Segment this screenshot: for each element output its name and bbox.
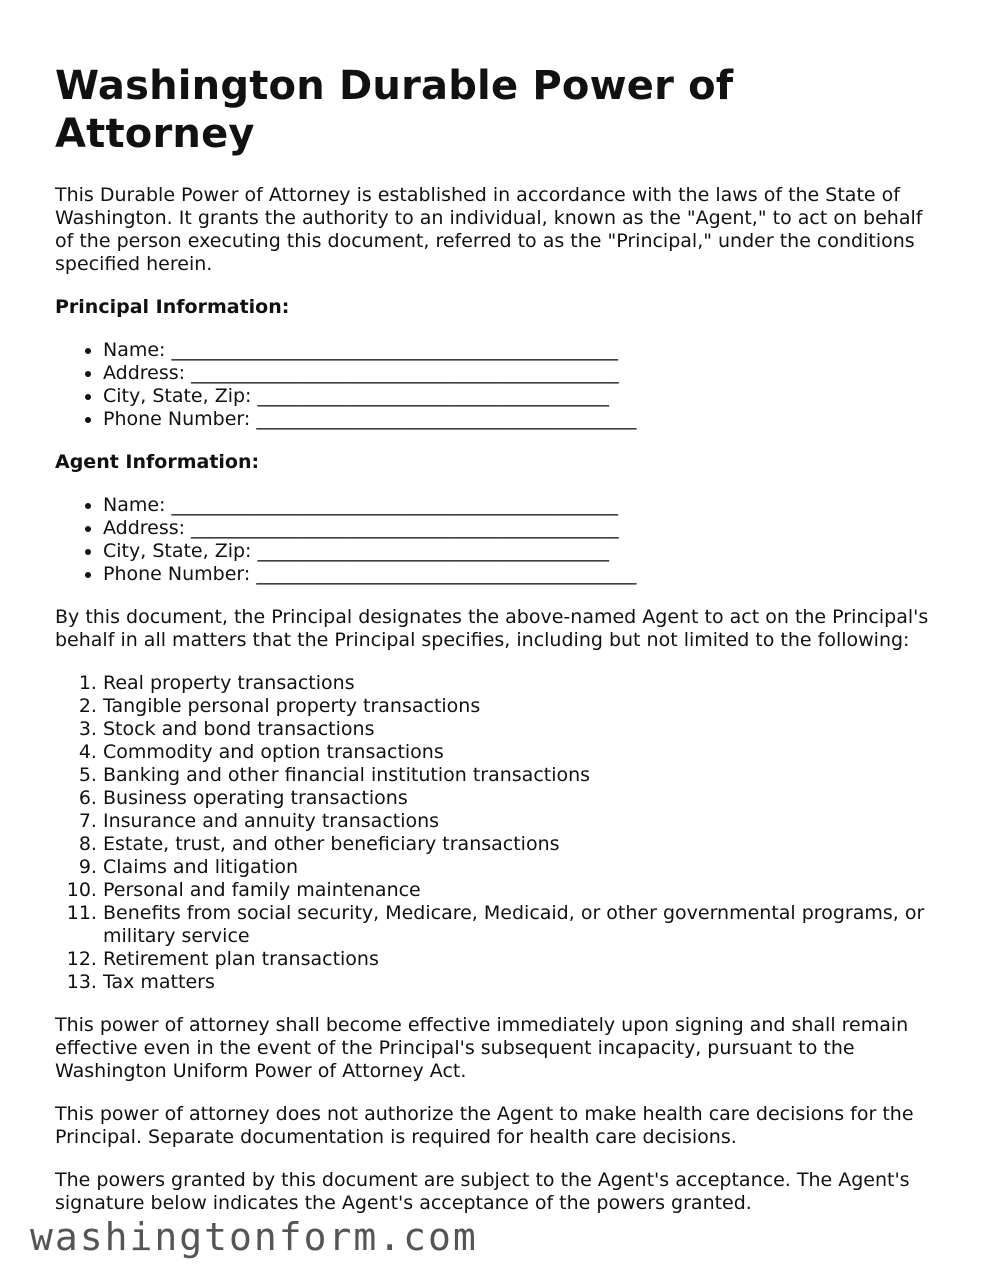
principal-name-field: • Name: _______________________________________________ — [103, 339, 945, 362]
agent-name-field: • Name: _______________________________________________ — [103, 494, 945, 517]
principal-phone-field: • Phone Number: ________________________________________ — [103, 408, 945, 431]
acceptance-clause: The powers granted by this document are subject to the Agent's acceptance. The Agent's signature below indicates the Agent's acceptance of the powers granted. — [55, 1169, 910, 1214]
power-item: 11. Benefits from social security, Medicare, Medicaid, or other governmental programs, or military service — [103, 902, 945, 948]
powers-list — [55, 672, 945, 994]
power-item: 10. Personal and family maintenance — [103, 879, 945, 902]
designation-paragraph: By this document, the Principal designates the above-named Agent to act on the Principal's behalf in all matters that the Principal specifies, including but not limited to the following: — [55, 606, 929, 651]
intro-paragraph: This Durable Power of Attorney is established in accordance with the laws of the State of Washington. It grants the authority to an individual, known as the "Agent," to act on behalf of the person executing this document, referred to as the "Principal," under the conditions specified herein. — [55, 184, 923, 275]
agent-address-field: • Address: _____________________________________________ — [103, 517, 945, 540]
principal-city-field: • City, State, Zip: _____________________________________ — [103, 385, 945, 408]
power-item: 6. Business operating transactions — [103, 787, 945, 810]
power-item: 13. Tax matters — [103, 971, 945, 994]
effective-clause: This power of attorney shall become effective immediately upon signing and shall remain effective even in the event of the Principal's subsequent incapacity, pursuant to the Washington Uniform Power of Attorney Act. — [55, 1014, 909, 1082]
power-item: 4. Commodity and option transactions — [103, 741, 945, 764]
document-title: Washington Durable Power of Attorney — [55, 63, 734, 157]
power-item: 5. Banking and other financial institution transactions — [103, 764, 945, 787]
agent-fields — [55, 494, 945, 586]
agent-phone-field: • Phone Number: ________________________________________ — [103, 563, 945, 586]
principal-fields — [55, 339, 945, 431]
power-item: 8. Estate, trust, and other beneficiary transactions — [103, 833, 945, 856]
power-item: 3. Stock and bond transactions — [103, 718, 945, 741]
power-item: 7. Insurance and annuity transactions — [103, 810, 945, 833]
power-item: 12. Retirement plan transactions — [103, 948, 945, 971]
power-item: 2. Tangible personal property transactions — [103, 695, 945, 718]
power-item: 9. Claims and litigation — [103, 856, 945, 879]
agent-city-field: • City, State, Zip: _____________________________________ — [103, 540, 945, 563]
principal-heading: Principal Information: — [55, 296, 290, 318]
document-page — [55, 62, 945, 1235]
principal-address-field: • Address: _____________________________________________ — [103, 362, 945, 385]
agent-heading: Agent Information: — [55, 451, 260, 473]
health-care-clause: This power of attorney does not authorize the Agent to make health care decisions for the Principal. Separate documentation is required for health care decisions. — [55, 1103, 914, 1148]
site-watermark: washingtonform.com — [30, 1215, 478, 1259]
power-item: 1. Real property transactions — [103, 672, 945, 695]
